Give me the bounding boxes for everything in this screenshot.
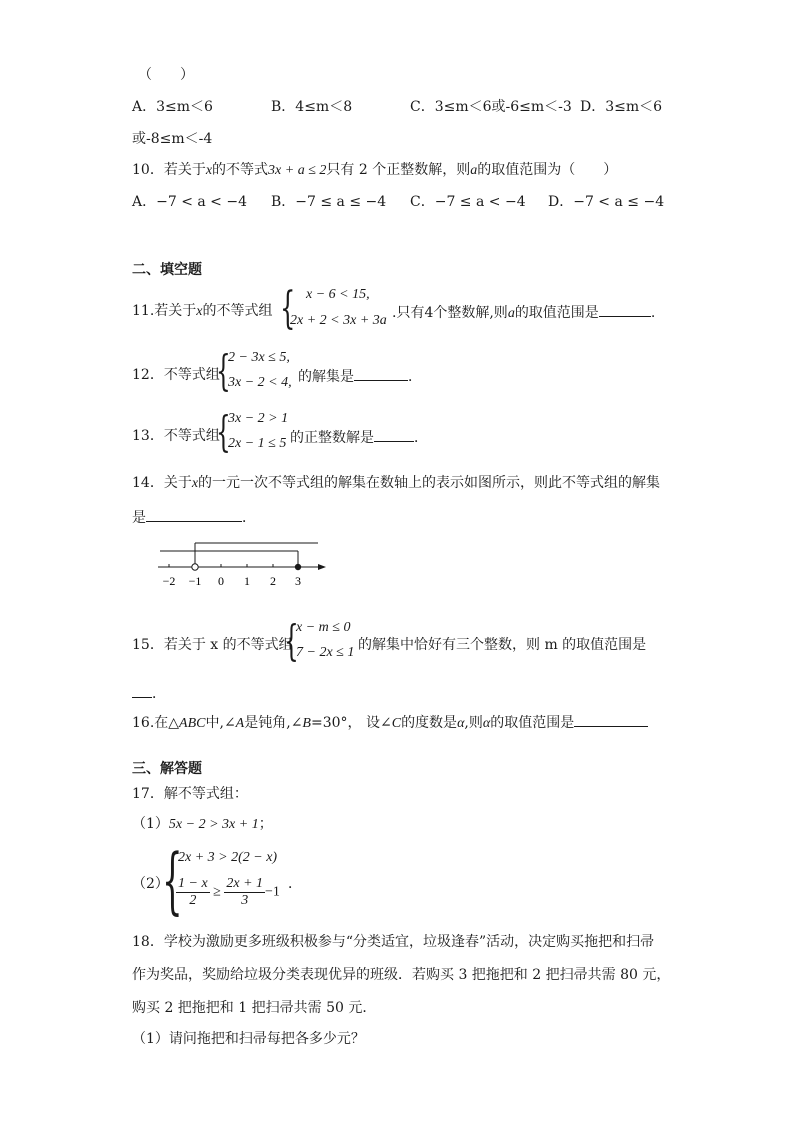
- q9-option-d-cont: 或-8≤m＜-4: [132, 131, 213, 147]
- q17-part1-label: （1）: [132, 816, 169, 832]
- q17-part1-expr: 5x − 2 > 3x + 1: [168, 817, 259, 832]
- q18-sub1: （1）请问拖把和扫帚每把各多少元？: [132, 1031, 365, 1047]
- q17-frac-left: [176, 876, 210, 909]
- q12-row2: 3x − 2 < 4,: [228, 375, 292, 390]
- q11-row2: 2x + 2 < 3x + 3a: [290, 313, 387, 328]
- q11-row1: x − 6 < 15,: [306, 287, 370, 302]
- q9-option-b: B．4≤m＜8: [271, 99, 353, 115]
- q9-option-d: D．3≤m＜6: [580, 99, 663, 115]
- q16-triangle: △ABC: [168, 716, 206, 731]
- q13-brace: {: [216, 407, 231, 456]
- q11-mid: 的不等式组: [202, 303, 273, 319]
- q15-row1: x − m ≤ 0: [296, 620, 351, 635]
- q12-brace: {: [216, 346, 231, 395]
- q14-end: ．: [242, 510, 256, 526]
- q10-suffix: 的取值范围为（ ）: [477, 162, 618, 178]
- q10-var-a: a: [470, 163, 478, 178]
- q12-end: ．: [408, 369, 422, 385]
- q11-answer-blank[interactable]: [599, 302, 651, 317]
- section-solve-title: 三、解答题: [132, 761, 202, 777]
- q16-text2: 中,: [205, 715, 224, 731]
- q13-prefix: 13．不等式组: [132, 428, 220, 444]
- q17-part2-brace: {: [162, 838, 183, 922]
- q17-frac-left-num: 1 − x: [178, 876, 208, 891]
- q16-angle-c: ∠C: [379, 716, 402, 731]
- q18-line2: 作为奖品，奖励给垃圾分类表现优异的班级．若购买 3 把拖把和 2 把扫帚共需 80 元，: [132, 967, 671, 983]
- q16-answer-blank[interactable]: [574, 712, 648, 727]
- q14-tick-label: 0: [218, 574, 224, 588]
- q14-prefix: 14．关于: [132, 475, 192, 491]
- q11-prefix: 11.若关于: [132, 303, 197, 319]
- q17-frac-left-den: 2: [189, 893, 197, 908]
- q16-text3: 是钝角,: [244, 715, 291, 731]
- q17-part1: [132, 815, 273, 834]
- q16-text5: 的度数是: [401, 715, 458, 731]
- q14-answer-blank[interactable]: [146, 507, 242, 522]
- q10-option-c: C．−7 ≤ a < −4: [410, 194, 526, 210]
- section-fill-blank-title: 二、填空题: [132, 262, 202, 278]
- q14-line2-text: 是: [132, 510, 146, 526]
- q10-prefix: 10．若关于: [132, 162, 206, 178]
- q15-answer-blank[interactable]: [132, 683, 152, 698]
- q10-option-b: B．−7 ≤ a ≤ −4: [271, 194, 387, 210]
- q12-row1: 2 − 3x ≤ 5,: [228, 350, 290, 365]
- q12-answer-blank[interactable]: [354, 366, 408, 381]
- q18-line3: 购买 2 把拖把和 1 把扫帚共需 50 元．: [132, 1000, 377, 1016]
- q10-option-d: D．−7 < a ≤ −4: [548, 194, 665, 210]
- q14-axis-arrow: [318, 564, 326, 570]
- q14-open-point: [192, 564, 198, 570]
- q10-stem: [132, 161, 617, 180]
- q14-suffix: 的一元一次不等式组的解集在数轴上的表示如图所示，则此不等式组的解集: [198, 475, 661, 491]
- q13-end: ．: [414, 430, 428, 446]
- q15-prefix: 15．若关于 x 的不等式组: [132, 637, 293, 653]
- q16-stem: [132, 712, 648, 733]
- q10-expr: 3x + a ≤ 2: [268, 163, 327, 178]
- q16-text1: 16.在: [132, 715, 169, 731]
- q14-line1: [132, 474, 660, 493]
- q17-geq: ≥: [213, 884, 221, 900]
- q15-row2: 7 − 2x ≤ 1: [296, 645, 355, 660]
- q9-paren: （ ）: [138, 67, 194, 83]
- q17-frac-right-den: 3: [241, 893, 249, 908]
- q14-var-x: x: [191, 476, 199, 491]
- q14-number-line: [150, 535, 340, 590]
- q13-suffix: 的正整数解是: [290, 430, 374, 446]
- q17-frac-right: [224, 876, 265, 909]
- q17-part2-row2: [176, 876, 280, 909]
- q14-tick-label: −1: [188, 574, 202, 588]
- q11-var-x: x: [196, 304, 203, 319]
- q17-part2-end: ．: [288, 876, 302, 892]
- q14-tick-label: 1: [244, 574, 250, 588]
- q14-line2: [132, 507, 256, 527]
- q11-var-a: a: [507, 306, 515, 321]
- q10-mid2: 只有 2 个正整数解，则: [326, 162, 471, 178]
- q11-end: .: [650, 305, 656, 321]
- q16-alpha: α: [457, 716, 465, 731]
- q13-row2: 2x − 1 ≤ 5: [228, 436, 287, 451]
- q12-prefix: 12．不等式组: [132, 367, 220, 383]
- q17-part2-label: （2）: [132, 876, 169, 892]
- q10-var-x: x: [205, 163, 213, 178]
- q17-frac-right-num: 2x + 1: [226, 876, 264, 891]
- q14-tick-label: 2: [270, 574, 276, 588]
- q15-brace: {: [284, 616, 299, 665]
- q13-answer-blank[interactable]: [374, 427, 414, 442]
- q16-alpha-2: α: [482, 716, 491, 731]
- q10-mid1: 的不等式: [212, 162, 269, 178]
- q14-tick-label: 3: [295, 574, 301, 588]
- q16-text7: 的取值范围是: [490, 715, 575, 731]
- q14-tick-label: −2: [162, 574, 176, 588]
- q12-tail: [298, 366, 422, 386]
- q17-tail: −1: [265, 884, 280, 900]
- q17-part1-end: ；: [258, 816, 273, 832]
- q16-angle-b: ∠B: [290, 716, 311, 731]
- q13-tail: [290, 427, 428, 447]
- q16-text6: ,则: [464, 715, 483, 731]
- q9-option-a: A．3≤m＜6: [132, 99, 213, 115]
- q15-end: ．: [152, 686, 166, 702]
- q15-suffix: 的解集中恰好有三个整数，则 m 的取值范围是: [358, 637, 647, 653]
- q11-suffix1: .只有4个整数解,则: [392, 305, 508, 321]
- q17-part2-row1: 2x + 3 > 2(2 − x): [178, 850, 278, 865]
- q14-closed-point: [295, 564, 301, 570]
- q11-brace: {: [280, 283, 296, 334]
- q18-line1: 18．学校为激励更多班级积极参与“分类适宜，垃圾逢春”活动，决定购买拖把和扫帚: [132, 934, 655, 950]
- q16-text4: =30°， 设: [310, 715, 380, 731]
- q13-row1: 3x − 2 > 1: [228, 411, 289, 426]
- q11-suffix2: 的取值范围是: [514, 305, 599, 321]
- q9-option-c: C．3≤m＜6或-6≤m＜-3: [410, 99, 572, 115]
- q16-angle-a: ∠A: [223, 716, 245, 731]
- q11-lead: [132, 302, 272, 321]
- q17-title: 17．解不等式组：: [132, 786, 248, 802]
- q15-line2: [132, 683, 166, 703]
- q12-suffix: 的解集是: [298, 369, 354, 385]
- q11-tail: [392, 302, 655, 323]
- q10-option-a: A．−7 < a < −4: [132, 194, 247, 210]
